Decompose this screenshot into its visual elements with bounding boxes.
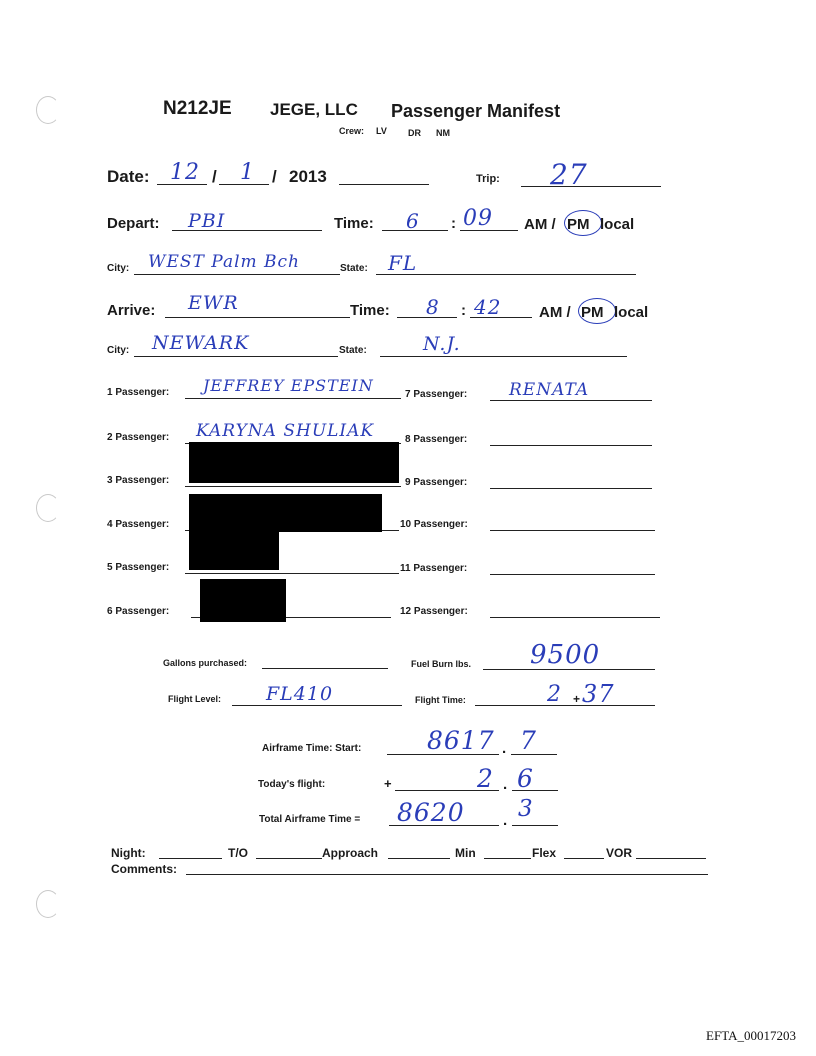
flight-time-plus: + xyxy=(573,692,581,706)
min-label: Min xyxy=(455,846,476,860)
fuel-burn-label: Fuel Burn lbs. xyxy=(411,659,472,669)
todays-flight-label: Today's flight: xyxy=(258,779,326,790)
depart-city-label: City: xyxy=(107,263,130,274)
depart-state-label: State: xyxy=(340,263,368,274)
document-id: EFTA_00017203 xyxy=(706,1028,796,1043)
crew-2: DR xyxy=(408,128,421,138)
todays-flight-decimal: 6 xyxy=(517,764,534,793)
depart-colon: : xyxy=(451,215,456,232)
depart-state: FL xyxy=(388,251,418,275)
arrive-airport: EWR xyxy=(188,292,239,314)
depart-city: WEST Palm Bch xyxy=(148,252,301,272)
passenger-4-label: 4 Passenger: xyxy=(107,519,170,530)
fuel-burn-value: 9500 xyxy=(530,640,601,670)
airframe-start-dot: . xyxy=(502,740,507,757)
vor-label: VOR xyxy=(606,846,633,860)
arrive-city: NEWARK xyxy=(152,332,250,354)
passenger-2-label: 2 Passenger: xyxy=(107,432,170,443)
arrive-city-label: City: xyxy=(107,345,130,356)
arrive-local: local xyxy=(614,304,649,321)
airframe-start-label: Airframe Time: Start: xyxy=(262,743,362,754)
passenger-5-label: 5 Passenger: xyxy=(107,562,170,573)
todays-flight-dot: . xyxy=(503,776,508,793)
total-airframe-integer: 8620 xyxy=(397,798,465,827)
passenger-7-name: RENATA xyxy=(509,380,590,400)
date-sep-1: / xyxy=(212,167,217,186)
passenger-8-label: 8 Passenger: xyxy=(405,434,468,445)
passenger-10-label: 10 Passenger: xyxy=(400,519,468,530)
airframe-start-decimal: 7 xyxy=(520,726,537,755)
page-title: Passenger Manifest xyxy=(391,101,561,121)
date-year: 2013 xyxy=(289,167,327,186)
to-label: T/O xyxy=(228,846,248,860)
gallons-label: Gallons purchased: xyxy=(163,658,248,668)
comments-label: Comments: xyxy=(111,862,178,876)
crew-label: Crew: xyxy=(339,126,365,136)
flex-label: Flex xyxy=(532,846,557,860)
depart-local: local xyxy=(600,216,635,233)
trip-value: 27 xyxy=(550,158,588,191)
flight-level-label: Flight Level: xyxy=(168,694,222,704)
night-label: Night: xyxy=(111,846,146,860)
approach-label: Approach xyxy=(322,846,379,860)
redaction-passenger-6 xyxy=(200,579,286,622)
passenger-1-label: 1 Passenger: xyxy=(107,387,170,398)
flight-time-minutes: 37 xyxy=(582,680,615,708)
crew-3: NM xyxy=(436,128,450,138)
passenger-3-label: 3 Passenger: xyxy=(107,475,170,486)
redaction-passenger-3 xyxy=(189,442,399,483)
flight-time-label: Flight Time: xyxy=(415,695,466,705)
todays-flight-plus: + xyxy=(384,776,392,791)
flight-time-hours: 2 xyxy=(547,682,562,707)
trip-label: Trip: xyxy=(476,173,500,185)
tail-number: N212JE xyxy=(163,98,232,119)
arrive-time-label: Time: xyxy=(350,302,390,319)
company-name: JEGE, LLC xyxy=(270,100,358,119)
redaction-passenger-5 xyxy=(189,531,279,570)
depart-time-label: Time: xyxy=(334,215,374,232)
date-month: 12 xyxy=(170,160,200,185)
passenger-2-name: KARYNA SHULIAK xyxy=(196,421,375,441)
total-airframe-decimal: 3 xyxy=(518,796,534,822)
depart-pm: PM xyxy=(567,216,590,233)
passenger-7-label: 7 Passenger: xyxy=(405,389,468,400)
total-airframe-dot: . xyxy=(503,812,508,829)
date-day: 1 xyxy=(240,160,255,185)
arrive-pm: PM xyxy=(581,304,604,321)
arrive-state-label: State: xyxy=(339,345,367,356)
arrive-hour: 8 xyxy=(426,295,440,319)
punch-hole-middle xyxy=(36,494,60,522)
depart-am: AM / xyxy=(524,216,556,233)
flight-level-value: FL410 xyxy=(266,683,334,705)
punch-hole-bottom xyxy=(36,890,60,918)
passenger-11-label: 11 Passenger: xyxy=(400,563,468,574)
depart-airport: PBI xyxy=(188,210,226,232)
passenger-1-name: JEFFREY EPSTEIN xyxy=(203,376,374,395)
depart-hour: 6 xyxy=(406,209,420,233)
arrive-am: AM / xyxy=(539,304,571,321)
depart-minute: 09 xyxy=(463,206,493,231)
todays-flight-integer: 2 xyxy=(477,764,494,793)
passenger-9-label: 9 Passenger: xyxy=(405,477,468,488)
passenger-6-label: 6 Passenger: xyxy=(107,606,170,617)
arrive-state: N.J. xyxy=(423,333,461,355)
depart-label: Depart: xyxy=(107,215,160,232)
redaction-passenger-4 xyxy=(189,494,382,532)
date-label: Date: xyxy=(107,167,150,186)
total-airframe-label: Total Airframe Time = xyxy=(259,814,361,825)
passenger-12-label: 12 Passenger: xyxy=(400,606,468,617)
arrive-minute: 42 xyxy=(474,295,502,319)
airframe-start-integer: 8617 xyxy=(427,726,495,755)
arrive-colon: : xyxy=(461,302,466,319)
punch-hole-top xyxy=(36,96,60,124)
date-sep-2: / xyxy=(272,167,277,186)
arrive-label: Arrive: xyxy=(107,302,156,319)
crew-1: LV xyxy=(376,126,387,136)
